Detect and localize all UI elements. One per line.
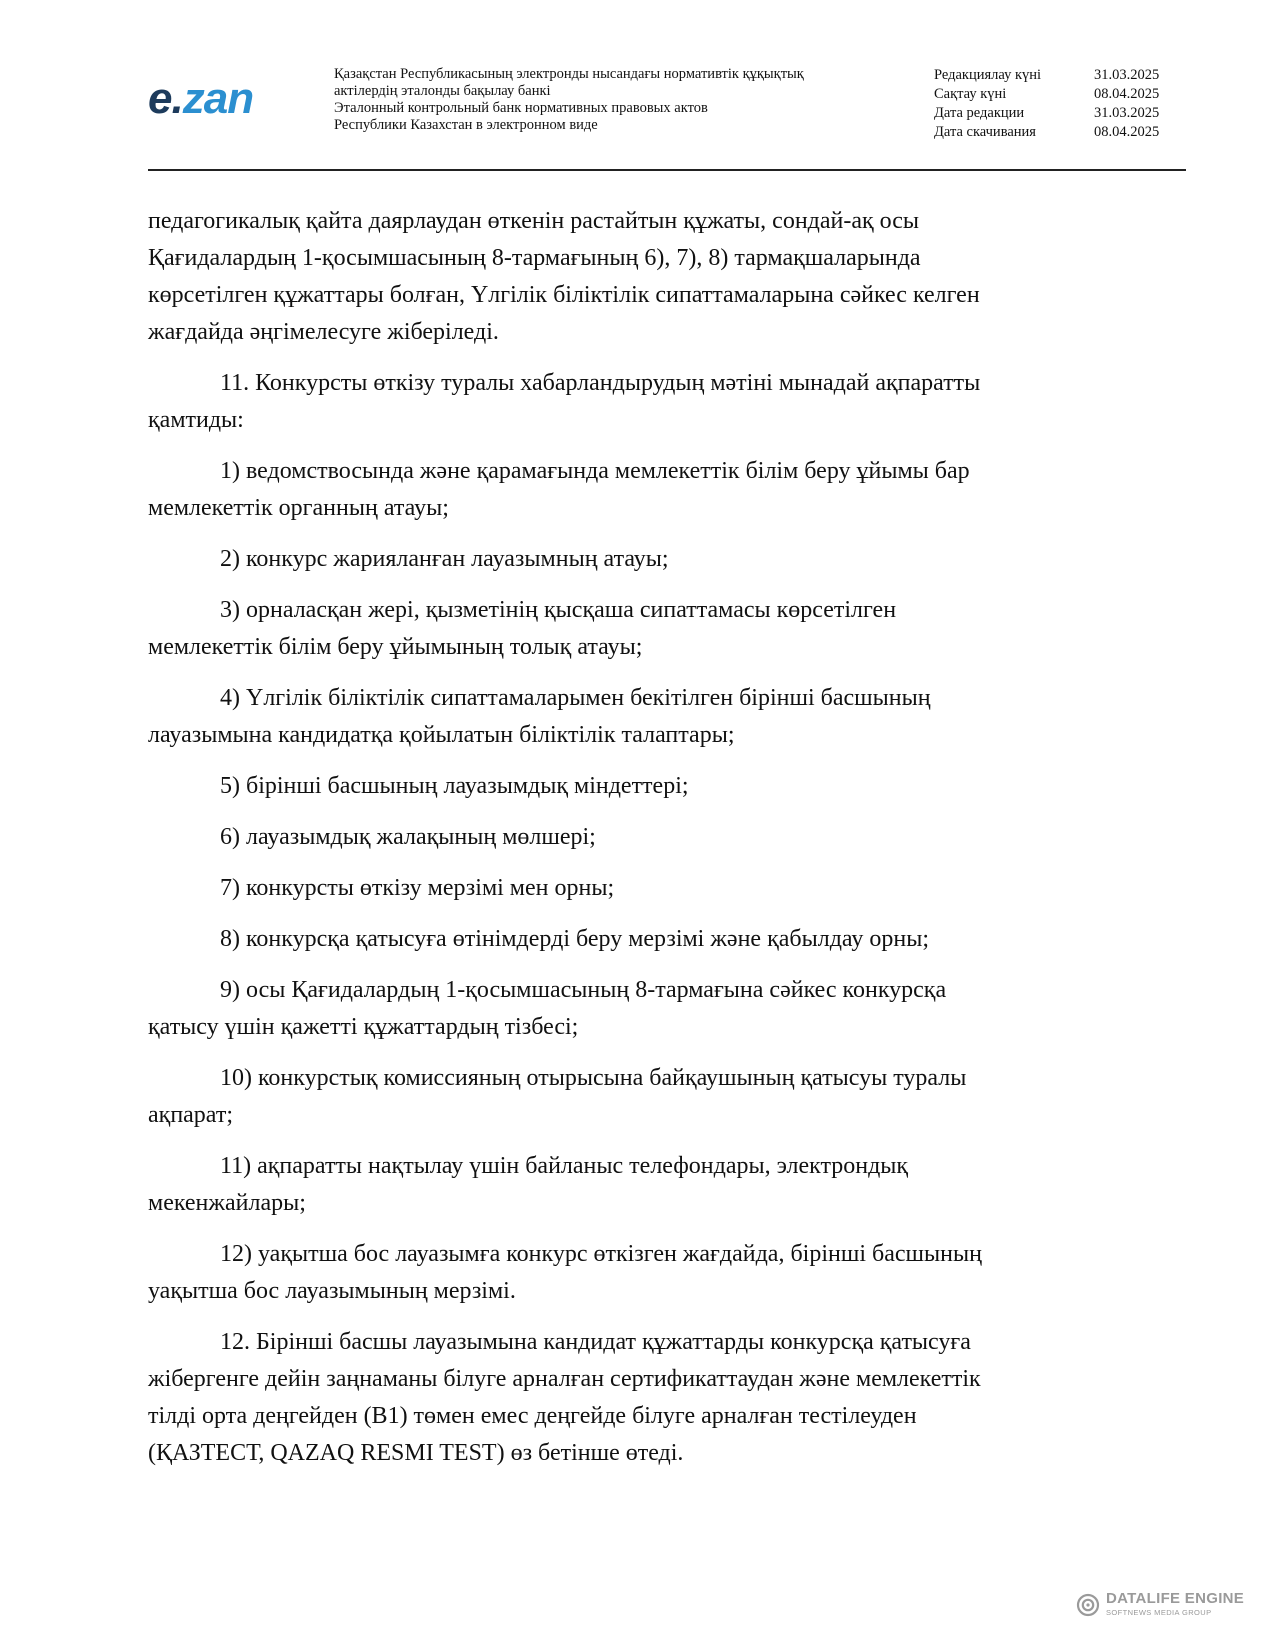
paragraph-clause-11 bbox=[148, 365, 1158, 439]
meta-value: 31.03.2025 bbox=[1094, 67, 1160, 83]
text-line: жібергенге дейін заңнаманы білуге арналған сертификаттаудан және мемлекеттік bbox=[148, 1366, 981, 1392]
paragraph-item-11 bbox=[148, 1148, 1158, 1222]
text-line: ақпарат; bbox=[148, 1102, 233, 1128]
meta-label: Дата редакции bbox=[934, 105, 1025, 121]
paragraph-item-1 bbox=[148, 453, 1158, 527]
text-line: 5) бірінші басшының лауазымдық міндеттері; bbox=[220, 773, 689, 799]
text-line: қамтиды: bbox=[148, 407, 244, 433]
bank-title-line: Қазақстан Республикасының электронды нысандағы нормативтік құқықтық bbox=[334, 66, 804, 82]
paragraph-item-2 bbox=[148, 541, 1158, 578]
logo-dot: . bbox=[171, 74, 183, 123]
text-line: педагогикалық қайта даярлаудан өткенін растайтын құжаты, сондай-ақ осы bbox=[148, 208, 920, 234]
watermark-title: DATALIFE ENGINE bbox=[1106, 1590, 1245, 1607]
bank-title-line: Эталонный контрольный банк нормативных правовых актов bbox=[334, 100, 708, 116]
text-line: 1) ведомствосында және қарамағында мемлекеттік білім беру ұйымы бар bbox=[220, 458, 970, 484]
text-line: 9) осы Қағидалардың 1-қосымшасының 8-тармағына сәйкес конкурсқа bbox=[220, 977, 947, 1003]
ezan-logo[interactable] bbox=[148, 74, 298, 124]
text-line: 12. Бірінші басшы лауазымына кандидат құжаттарды конкурсқа қатысуға bbox=[220, 1329, 971, 1355]
text-line: жағдайда әңгімелесуге жіберіледі. bbox=[148, 319, 499, 345]
header-divider bbox=[148, 169, 1186, 171]
meta-row-download-date-ru bbox=[934, 123, 1194, 142]
meta-value: 08.04.2025 bbox=[1094, 124, 1160, 140]
text-line: 3) орналасқан жері, қызметінің қысқаша сипаттамасы көрсетілген bbox=[220, 597, 897, 623]
bank-title bbox=[334, 66, 894, 134]
paragraph-item-4 bbox=[148, 680, 1158, 754]
text-line: 7) конкурсты өткізу мерзімі мен орны; bbox=[220, 875, 615, 901]
text-line: лауазымына кандидатқа қойылатын біліктілік талаптары; bbox=[148, 722, 735, 748]
datalife-engine-watermark bbox=[1076, 1590, 1245, 1624]
text-line: 8) конкурсқа қатысуға өтінімдерді беру мерзімі және қабылдау орны; bbox=[220, 926, 929, 952]
meta-label: Сақтау күні bbox=[934, 86, 1007, 102]
watermark-subtitle: SOFTNEWS MEDIA GROUP bbox=[1106, 1608, 1212, 1617]
paragraph-continuation bbox=[148, 203, 1158, 351]
bank-title-line: Республики Казахстан в электронном виде bbox=[334, 117, 598, 133]
text-line: 12) уақытша бос лауазымға конкурс өткізген жағдайда, бірінші басшының bbox=[220, 1241, 982, 1267]
meta-label: Дата скачивания bbox=[934, 124, 1036, 140]
paragraph-item-8 bbox=[148, 921, 1158, 958]
paragraph-clause-12 bbox=[148, 1324, 1158, 1472]
paragraph-item-5 bbox=[148, 768, 1158, 805]
meta-value: 31.03.2025 bbox=[1094, 105, 1160, 121]
meta-row-edit-date-kz bbox=[934, 66, 1194, 85]
text-line: 2) конкурс жарияланған лауазымның атауы; bbox=[220, 546, 669, 572]
text-line: мекенжайлары; bbox=[148, 1190, 306, 1216]
paragraph-item-10 bbox=[148, 1060, 1158, 1134]
text-line: 11. Конкурсты өткізу туралы хабарландырудың мәтіні мынадай ақпаратты bbox=[220, 370, 981, 396]
text-line: тілді орта деңгейден (В1) төмен емес деңгейде білуге арналған тестілеуден bbox=[148, 1403, 917, 1429]
text-line: (ҚАЗТЕСТ, QAZAQ RESMI TEST) өз бетінше өтеді. bbox=[148, 1440, 684, 1466]
text-line: 10) конкурстық комиссияның отырысына байқаушының қатысуы туралы bbox=[220, 1065, 967, 1091]
meta-row-edit-date-ru bbox=[934, 104, 1194, 123]
text-line: 4) Үлгілік біліктілік сипаттамаларымен бекітілген бірінші басшының bbox=[220, 685, 931, 711]
text-line: көрсетілген құжаттары болған, Үлгілік біліктілік сипаттамаларына сәйкес келген bbox=[148, 282, 980, 308]
document-header bbox=[148, 62, 1178, 172]
paragraph-item-6 bbox=[148, 819, 1158, 856]
text-line: уақытша бос лауазымының мерзімі. bbox=[148, 1278, 516, 1304]
paragraph-item-9 bbox=[148, 972, 1158, 1046]
text-line: қатысу үшін қажетті құжаттардың тізбесі; bbox=[148, 1014, 579, 1040]
paragraph-item-7 bbox=[148, 870, 1158, 907]
bank-title-line: актілердің эталонды бақылау банкі bbox=[334, 83, 551, 99]
meta-label: Редакциялау күні bbox=[934, 67, 1042, 83]
datalife-logo-icon bbox=[1076, 1593, 1100, 1617]
logo-e: e bbox=[148, 74, 172, 123]
logo-zan: zan bbox=[182, 74, 254, 123]
revision-meta bbox=[934, 66, 1194, 142]
text-line: Қағидалардың 1-қосымшасының 8-тармағының 6), 7), 8) тармақшаларында bbox=[148, 245, 921, 271]
paragraph-item-12 bbox=[148, 1236, 1158, 1310]
meta-row-save-date-kz bbox=[934, 85, 1194, 104]
paragraph-item-3 bbox=[148, 592, 1158, 666]
document-body bbox=[148, 203, 1158, 1486]
meta-value: 08.04.2025 bbox=[1094, 86, 1160, 102]
text-line: мемлекеттік білім беру ұйымының толық атауы; bbox=[148, 634, 643, 660]
text-line: 11) ақпаратты нақтылау үшін байланыс телефондары, электрондық bbox=[220, 1153, 909, 1179]
text-line: 6) лауазымдық жалақының мөлшері; bbox=[220, 824, 596, 850]
text-line: мемлекеттік органның атауы; bbox=[148, 495, 449, 521]
